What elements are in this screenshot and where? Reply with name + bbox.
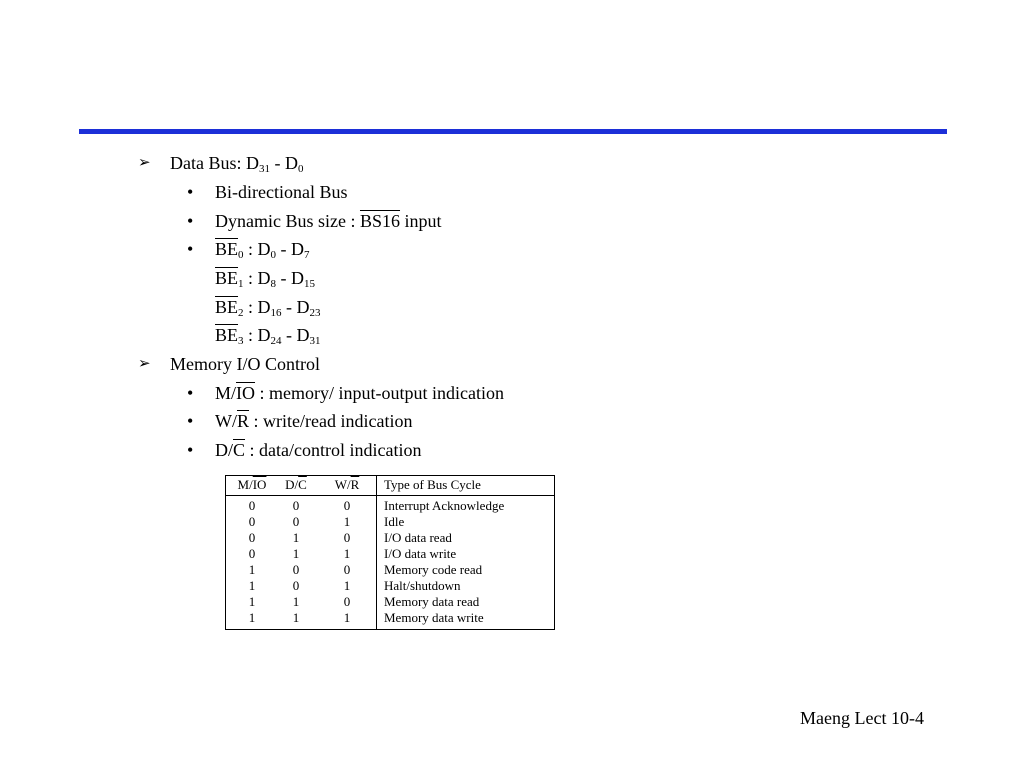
table-header-mio: $M/\overline{IO}$	[237, 477, 267, 492]
cell-wr: 0	[343, 562, 351, 577]
table-header-type: Type of Bus Cycle	[384, 477, 481, 492]
cell-dc: 0	[292, 498, 300, 513]
cell-bus-cycle-type: Memory code read	[384, 562, 483, 577]
control-item-dc: $D/\overline{C}$ : data/control indication	[215, 440, 422, 460]
cell-bus-cycle-type: Halt/shutdown	[384, 578, 461, 593]
cell-mio: 1	[248, 610, 256, 625]
cell-mio: 1	[248, 562, 256, 577]
cell-wr: 1	[343, 514, 351, 529]
cell-mio: 0	[248, 546, 256, 561]
cell-wr: 0	[343, 498, 351, 513]
arrow-bullet-icon: ➢	[138, 155, 151, 171]
memory-io-control-heading: Memory I/O Control	[170, 354, 320, 374]
byte-enable-2: $\overline{BE}_2$ : $D_{16} - D_{23}$	[215, 297, 321, 319]
arrow-bullet-icon: ➢	[138, 356, 151, 372]
cell-dc: 0	[292, 578, 300, 593]
cell-wr: 0	[343, 530, 351, 545]
dot-bullet-icon: •	[187, 211, 194, 231]
cell-bus-cycle-type: I/O data write	[384, 546, 457, 561]
dot-bullet-icon: •	[187, 383, 194, 403]
cell-dc: 1	[292, 546, 300, 561]
dot-bullet-icon: •	[187, 239, 194, 259]
table-header-divider	[226, 495, 554, 496]
cell-bus-cycle-type: Idle	[384, 514, 405, 529]
bidirectional-bus-item: Bi-directional Bus	[215, 182, 348, 202]
cell-dc: 0	[292, 562, 300, 577]
cell-bus-cycle-type: Memory data read	[384, 594, 480, 609]
cell-mio: 1	[248, 594, 256, 609]
slide-footer: Maeng Lect 10-4	[800, 708, 924, 728]
table-header-wr: $W/\overline{R}$	[334, 477, 360, 492]
cell-mio: 0	[248, 530, 256, 545]
control-item-mio: $M/\overline{IO}$ : memory/ input-output indication	[215, 383, 504, 403]
dynamic-bus-size-item: Dynamic Bus size : BS16 input	[215, 211, 442, 231]
table-column-divider	[376, 476, 377, 629]
cell-wr: 0	[343, 594, 351, 609]
cell-mio: 0	[248, 514, 256, 529]
cell-wr: 1	[343, 546, 351, 561]
cell-dc: 0	[292, 514, 300, 529]
table-header-dc: $D/\overline{C}$	[285, 477, 307, 492]
cell-dc: 1	[292, 610, 300, 625]
cell-wr: 1	[343, 578, 351, 593]
byte-enable-1: $\overline{BE}_1$ : $D_8 - D_{15}$	[215, 268, 316, 290]
data-bus-heading: Data Bus: $D_{31} - D_0$	[170, 153, 304, 175]
byte-enable-0: $\overline{BE}_0$ : $D_0 - D_7$	[215, 239, 310, 261]
cell-wr: 1	[343, 610, 351, 625]
cell-bus-cycle-type: Interrupt Acknowledge	[384, 498, 505, 513]
byte-enable-3: $\overline{BE}_3$ : $D_{24} - D_{31}$	[215, 325, 321, 347]
dot-bullet-icon: •	[187, 440, 194, 460]
dot-bullet-icon: •	[187, 411, 194, 431]
cell-dc: 1	[292, 530, 300, 545]
control-item-wr: $W/\overline{R}$ : write/read indication	[215, 411, 413, 431]
title-divider-rule	[79, 129, 947, 134]
dot-bullet-icon: •	[187, 182, 194, 202]
cell-bus-cycle-type: Memory data write	[384, 610, 484, 625]
cell-dc: 1	[292, 594, 300, 609]
cell-bus-cycle-type: I/O data read	[384, 530, 452, 545]
cell-mio: 1	[248, 578, 256, 593]
bus-cycle-table	[225, 475, 555, 630]
cell-mio: 0	[248, 498, 256, 513]
